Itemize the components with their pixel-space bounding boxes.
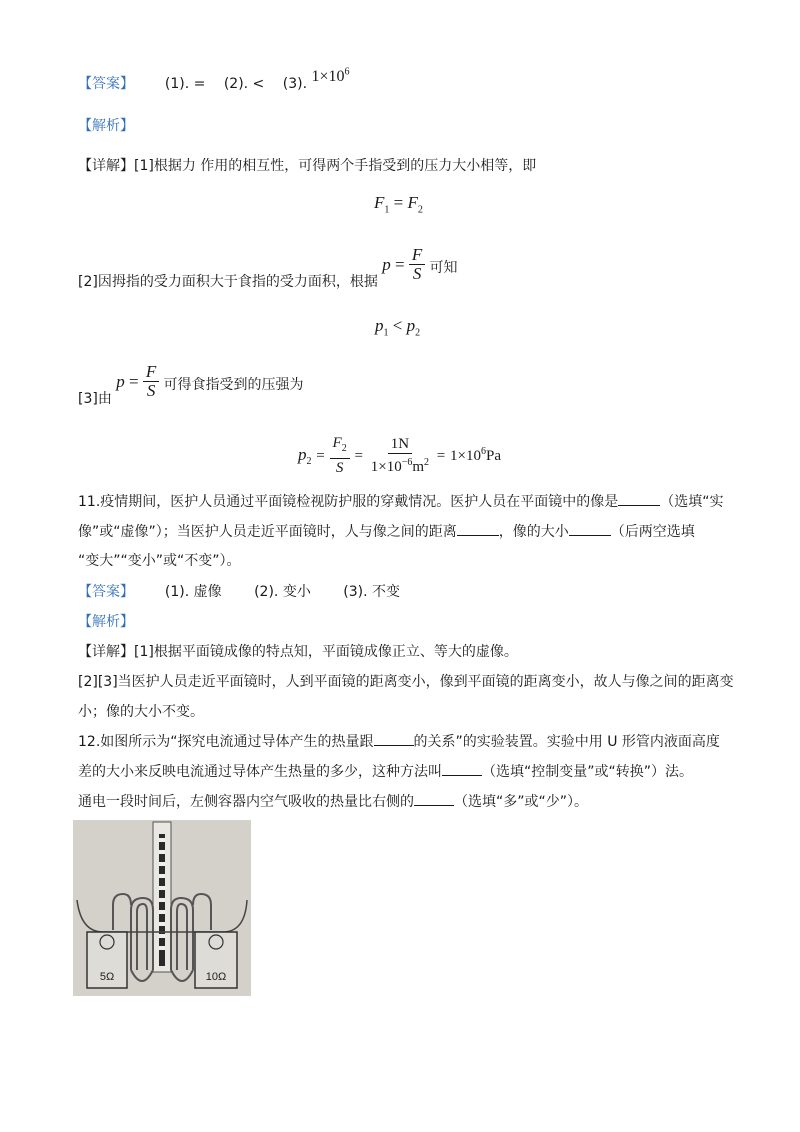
answer-blank-1[interactable] [374, 731, 414, 746]
pressure-formula: p = $\frac{F}{S}$ [382, 253, 429, 272]
right-resistor-label: 10Ω [205, 971, 227, 983]
q11-detail-2-line-1: [2][3]当医护人员走近平面镜时，人到平面镜的距离变小，像到平面镜的距离变小，故人与像之间的距离变 [78, 674, 734, 690]
q11-detail-2-line-2: 小；像的大小不变。 [78, 704, 204, 720]
answer-3-math: $1\times 10^6$ [311, 66, 350, 85]
answer-2: (2). 变小 [254, 584, 311, 600]
q10-answer-line [78, 66, 350, 93]
equation-pressure-result: $p_2$ = $\frac{F_2}{S}$ = $\frac{1N}{1\times 10^{-6}m^2}$ = $1\times 10^6Pa$ [298, 435, 502, 476]
q11-stem-line-2: 像”或“虚像”）；当医护人员走近平面镜时，人与像之间的距离 ，像的大小 （后两空选填 [78, 521, 695, 541]
detail-tag: 【详解】 [78, 158, 134, 174]
left-container [87, 932, 127, 988]
q10-detail-3: [3]由 p = $\frac{F}{S}$ 可得食指受到的压强为 [78, 362, 304, 408]
answer-blank-2[interactable] [442, 761, 482, 776]
q12-stem-line-3: 通电一段时间后，左侧容器内空气吸收的热量比右侧的 （选填“多”或“少”）。 [78, 791, 588, 811]
answer-3: (3). [282, 76, 308, 92]
answer-1: (1). = [164, 76, 206, 92]
q11-stem-line-1: 11.疫情期间，医护人员通过平面镜检视防护服的穿戴情况。医护人员在平面镜中的像是 （选填“实 [78, 491, 724, 511]
q11-stem-line-3: “变大”“变小”或“不变”）。 [78, 553, 241, 569]
answer-1: (1). 虚像 [164, 584, 222, 600]
q12-stem-line-1: 12.如图所示为“探究电流通过导体产生的热量跟 的关系”的实验装置。实验中用 U 形管内液面高度 [78, 731, 720, 751]
answer-2: (2). < [223, 76, 265, 92]
answer-blank-1[interactable] [618, 491, 660, 506]
answer-tag: 【答案】 [78, 584, 134, 600]
q12-stem-line-2: 差的大小来反映电流通过导体产生热量的多少，这种方法叫 （选填“控制变量”或“转换”）法。 [78, 761, 693, 781]
experiment-apparatus-photo [73, 820, 251, 996]
answer-3: (3). 不变 [343, 584, 401, 600]
equation-forces-equal: $F_1 = F_2$ [374, 193, 423, 216]
right-container [195, 932, 237, 988]
q11-answer-line [78, 581, 400, 601]
q11-detail-1: 【详解】[1]根据平面镜成像的特点知，平面镜成像正立、等大的虚像。 [78, 644, 518, 660]
detail-tag: 【详解】 [78, 644, 134, 660]
answer-blank-2[interactable] [457, 521, 499, 536]
analysis-tag: 【解析】 [78, 614, 134, 630]
equation-pressure-compare: $p_1 < p_2$ [375, 316, 421, 339]
ruler [153, 822, 171, 972]
pressure-formula-2: p = $\frac{F}{S}$ [116, 370, 163, 389]
q10-detail-1: 【详解】[1]根据力 作用的相互性，可得两个手指受到的压力大小相等，即 [78, 158, 537, 174]
analysis-tag: 【解析】 [78, 118, 134, 134]
q10-detail-2: [2]因拇指的受力面积大于食指的受力面积，根据 p = $\frac{F}{S}$ 可知 [78, 245, 458, 291]
answer-tag: 【答案】 [78, 76, 134, 92]
answer-blank-3[interactable] [414, 791, 454, 806]
answer-blank-3[interactable] [569, 521, 611, 536]
left-resistor-label: 5Ω [99, 971, 115, 983]
